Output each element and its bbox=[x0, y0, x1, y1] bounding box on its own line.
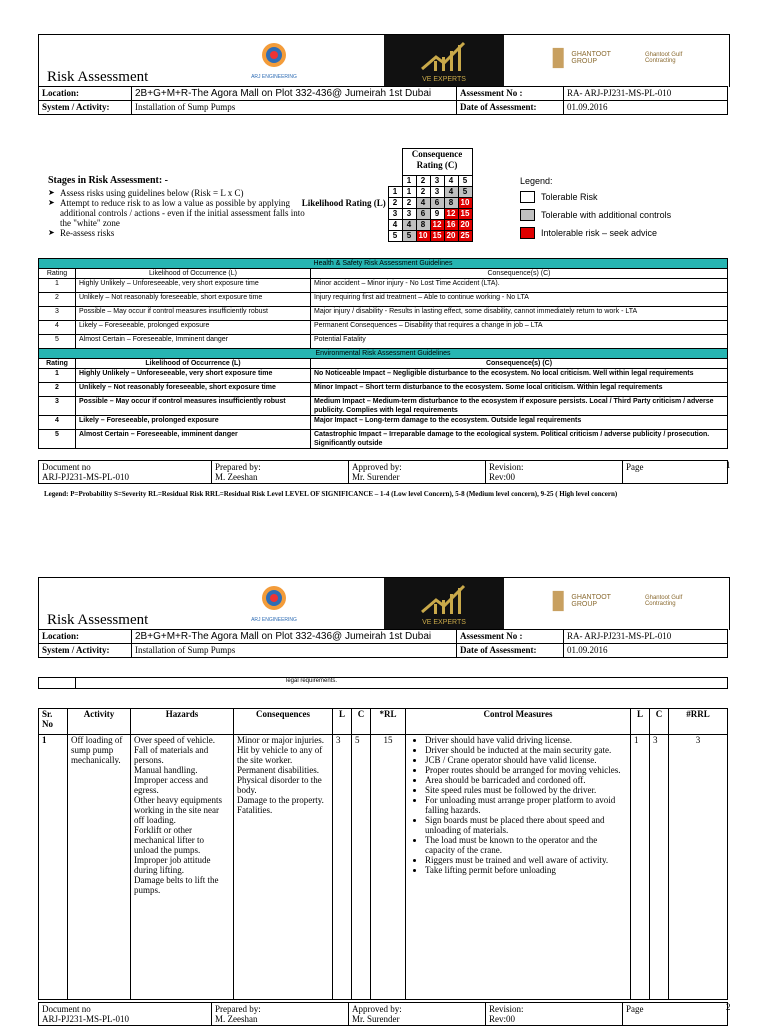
row-rl: 15 bbox=[371, 735, 406, 1000]
page2-strip bbox=[38, 677, 728, 689]
matrix-cell: 20 bbox=[444, 231, 458, 242]
assessment-no-value: RA- ARJ-PJ231-MS-PL-010 bbox=[564, 87, 728, 101]
system-label: System / Activity: bbox=[39, 644, 132, 658]
stage-item: ➤ Attempt to reduce risk to as low a value as possible by applying additional controls / actions - even if the initial assessment falls into the "white" zone bbox=[48, 198, 308, 228]
stage-item: ➤ Assess risks using guidelines below (Risk = L x C) bbox=[48, 188, 308, 198]
guideline-consequence: Major Impact – Long-term damage to the ecosystem. Outside legal requirements bbox=[311, 416, 728, 430]
matrix-cell: 12 bbox=[444, 209, 458, 220]
row-rrl: 3 bbox=[669, 735, 728, 1000]
page2-info-table bbox=[38, 629, 728, 658]
hs-guidelines-table bbox=[38, 258, 728, 449]
hs-h-consequence: Consequence(s) (C) bbox=[311, 269, 728, 279]
guideline-likelihood: Almost Certain – Foreseeable, Imminent danger bbox=[76, 335, 311, 349]
guideline-rating: 2 bbox=[39, 383, 76, 397]
matrix-col-header: 1 bbox=[402, 176, 416, 187]
matrix-col-header: 3 bbox=[430, 176, 444, 187]
guideline-rating: 5 bbox=[39, 430, 76, 449]
guideline-consequence: Minor accident – Minor injury - No Lost Time Accident (LTA). bbox=[311, 279, 728, 293]
approved-label: Approved by: bbox=[352, 462, 402, 472]
page-number-2: 2 bbox=[726, 1002, 731, 1012]
control-measure-item: • Driver should have valid driving license. bbox=[425, 735, 627, 745]
matrix-cell: 2 bbox=[402, 198, 416, 209]
date-value: 01.09.2016 bbox=[564, 644, 728, 658]
matrix-cell: 5 bbox=[458, 187, 472, 198]
matrix-row-header: 5 bbox=[388, 231, 402, 242]
arj-logo: ARJ ENGINEERING bbox=[229, 41, 319, 85]
matrix-cell: 10 bbox=[458, 198, 472, 209]
guideline-rating: 4 bbox=[39, 416, 76, 430]
matrix-cell: 16 bbox=[444, 220, 458, 231]
system-label: System / Activity: bbox=[39, 101, 132, 115]
guideline-row bbox=[39, 321, 728, 335]
approved-value: Mr. Surender bbox=[352, 1014, 400, 1024]
guideline-row bbox=[39, 383, 728, 397]
arj-logo-icon bbox=[259, 41, 289, 69]
page-number-1: 1 bbox=[726, 460, 731, 470]
matrix-cell: 8 bbox=[416, 220, 430, 231]
guideline-likelihood: Almost Certain – Foreseeable, imminent danger bbox=[76, 430, 311, 449]
doc-label: Document no bbox=[42, 1004, 91, 1014]
page1-header-logos bbox=[38, 34, 730, 87]
control-measure-item: • Sign boards must be placed there about speed and unloading of materials. bbox=[425, 815, 627, 835]
guideline-consequence: Catastrophic Impact – Irreparable damage to the ecological system. Political criticism / adverse publicity / prosecution. Significantly outside bbox=[311, 430, 728, 449]
guideline-consequence: Permanent Consequences – Disability that requires a change in job – LTA bbox=[311, 321, 728, 335]
guideline-row bbox=[39, 430, 728, 449]
row-sr: 1 bbox=[39, 735, 68, 1000]
page1-info-table bbox=[38, 86, 728, 115]
legend-intolerable: Intolerable risk – seek advice bbox=[541, 228, 658, 238]
legend-title: Legend: bbox=[520, 176, 553, 186]
assessment-no-label: Assessment No : bbox=[457, 87, 564, 101]
system-value: Installation of Sump Pumps bbox=[132, 644, 457, 658]
tolerable-swatch bbox=[520, 191, 535, 203]
stages-block bbox=[48, 176, 308, 238]
ve-chart-icon bbox=[384, 35, 504, 75]
ve-chart-icon bbox=[384, 578, 504, 618]
control-measure-item: • For unloading must arrange proper platform to avoid falling hazards. bbox=[425, 795, 627, 815]
control-measure-item: • Take lifting permit before unloading bbox=[425, 865, 627, 875]
guideline-row bbox=[39, 335, 728, 349]
control-measure-item: • Site speed rules must be followed by the driver. bbox=[425, 785, 627, 795]
location-value: 2B+G+M+R-The Agora Mall on Plot 332-436@ Jumeirah 1st Dubai bbox=[132, 87, 457, 101]
matrix-cell: 8 bbox=[444, 198, 458, 209]
env-h-likelihood: Likelihood of Occurrence (L) bbox=[76, 359, 311, 369]
guideline-row bbox=[39, 279, 728, 293]
matrix-row-header: 1 bbox=[388, 187, 402, 198]
page-title: Risk Assessment bbox=[47, 69, 149, 85]
matrix-col-header: 2 bbox=[416, 176, 430, 187]
matrix-cell: 10 bbox=[416, 231, 430, 242]
guideline-row bbox=[39, 397, 728, 416]
guideline-likelihood: Unlikely – Not reasonably foreseeable, short exposure time bbox=[76, 293, 311, 307]
date-label: Date of Assessment: bbox=[457, 644, 564, 658]
matrix-cell: 15 bbox=[430, 231, 444, 242]
control-measure-item: • Area should be barricaded and cordoned off. bbox=[425, 775, 627, 785]
guideline-consequence: Potential Fatality bbox=[311, 335, 728, 349]
column-header: Consequences bbox=[234, 709, 333, 735]
guideline-rating: 3 bbox=[39, 397, 76, 416]
guideline-consequence: Medium Impact – Medium-term disturbance to the ecosystem if exposure persists. Local / Third Party criticism / adverse publicity. Complies with legal requirements bbox=[311, 397, 728, 416]
page2-footer bbox=[38, 1002, 728, 1026]
guideline-row bbox=[39, 293, 728, 307]
approved-label: Approved by: bbox=[352, 1004, 402, 1014]
matrix-col-header: 4 bbox=[444, 176, 458, 187]
consequence-label: Consequence Rating (C) bbox=[402, 149, 472, 176]
legend-tolerable: Tolerable Risk bbox=[541, 192, 598, 202]
risk-legend bbox=[520, 176, 671, 242]
row-l: 3 bbox=[333, 735, 352, 1000]
column-header: #RRL bbox=[669, 709, 728, 735]
matrix-cell: 20 bbox=[458, 220, 472, 231]
matrix-cell: 3 bbox=[430, 187, 444, 198]
ghantoot-logo-2: GHANTOOT GROUP Ghantoot Gulf Contracting bbox=[549, 586, 709, 626]
doc-value: ARJ-PJ231-MS-PL-010 bbox=[42, 1014, 130, 1024]
guideline-rating: 1 bbox=[39, 369, 76, 383]
matrix-cell: 4 bbox=[416, 198, 430, 209]
env-title: Environmental Risk Assessment Guidelines bbox=[39, 349, 728, 359]
doc-label: Document no bbox=[42, 462, 91, 472]
intolerable-swatch bbox=[520, 227, 535, 239]
matrix-cell: 4 bbox=[444, 187, 458, 198]
control-measure-item: • Proper routes should be arranged for moving vehicles. bbox=[425, 765, 627, 775]
column-header: L bbox=[333, 709, 352, 735]
stages-heading: Stages in Risk Assessment: - bbox=[48, 175, 169, 186]
date-value: 01.09.2016 bbox=[564, 101, 728, 115]
stages-list bbox=[48, 188, 308, 238]
guideline-likelihood: Likely – Foreseeable, prolonged exposure bbox=[76, 416, 311, 430]
guideline-likelihood: Unlikely – Not reasonably foreseeable, short exposure time bbox=[76, 383, 311, 397]
column-header: C bbox=[650, 709, 669, 735]
system-value: Installation of Sump Pumps bbox=[132, 101, 457, 115]
date-label: Date of Assessment: bbox=[457, 101, 564, 115]
matrix-cell: 15 bbox=[458, 209, 472, 220]
guideline-likelihood: Highly Unlikely – Unforeseeable, very short exposure time bbox=[76, 369, 311, 383]
guideline-consequence: Major injury / disability - Results in lasting effect, some disability, cannot immediately return to work - LTA bbox=[311, 307, 728, 321]
hs-h-rating: Rating bbox=[39, 269, 76, 279]
column-header: Sr. No bbox=[39, 709, 68, 735]
location-label: Location: bbox=[39, 630, 132, 644]
location-label: Location: bbox=[39, 87, 132, 101]
matrix-cell: 9 bbox=[430, 209, 444, 220]
guideline-consequence: No Noticeable Impact – Negligible disturbance to the ecosystem. No local criticism. Well within legal requirements bbox=[311, 369, 728, 383]
guideline-consequence: Minor Impact – Short term disturbance to the ecosystem. Some local criticism. Within legal requirements bbox=[311, 383, 728, 397]
row-activity: Off loading of sump pump mechanically. bbox=[68, 735, 131, 1000]
arj-logo-icon bbox=[259, 584, 289, 612]
guideline-rating: 3 bbox=[39, 307, 76, 321]
ghantoot-emblem-icon bbox=[549, 43, 567, 73]
ghantoot-logo: GHANTOOT GROUP Ghantoot Gulf Contracting bbox=[549, 43, 709, 83]
row-control-measures bbox=[406, 735, 631, 1000]
control-measure-item: • The load must be known to the operator and the capacity of the crane. bbox=[425, 835, 627, 855]
guideline-row bbox=[39, 416, 728, 430]
revision-value: Rev:00 bbox=[489, 1014, 515, 1024]
prepared-value: M. Zeeshan bbox=[215, 1014, 258, 1024]
column-header: Control Measures bbox=[406, 709, 631, 735]
page-label: Page bbox=[626, 1004, 644, 1014]
assessment-no-label: Assessment No : bbox=[457, 630, 564, 644]
stage-item: ➤ Re-assess risks bbox=[48, 228, 308, 238]
matrix-cell: 1 bbox=[402, 187, 416, 198]
risk-assessment-table bbox=[38, 708, 728, 1000]
row-consequences: Minor or major injuries. Hit by vehicle to any of the site worker. Permanent disabilities. Physical disorder to the body. Damage to the property. Fatalities. bbox=[234, 735, 333, 1000]
column-header: Hazards bbox=[131, 709, 234, 735]
guideline-rating: 4 bbox=[39, 321, 76, 335]
row-hazards: Over speed of vehicle. Fall of materials and persons. Manual handling. Improper access and egress. Other heavy equipments working in the site near off loading. Forklift or other mechanical lifter to unload the pumps. Improper job attitude during lifting. Damage belts to lift the pumps. bbox=[131, 735, 234, 1000]
matrix-cell: 4 bbox=[402, 220, 416, 231]
env-h-consequence: Consequence(s) (C) bbox=[311, 359, 728, 369]
matrix-cell: 6 bbox=[430, 198, 444, 209]
guideline-likelihood: Likely – Foreseeable, prolonged exposure bbox=[76, 321, 311, 335]
guideline-rating: 2 bbox=[39, 293, 76, 307]
risk-matrix bbox=[300, 148, 473, 242]
controls-swatch bbox=[520, 209, 535, 221]
row-l2: 1 bbox=[631, 735, 650, 1000]
guideline-likelihood: Highly Unlikely – Unforeseeable, very short exposure time bbox=[76, 279, 311, 293]
matrix-cell: 2 bbox=[416, 187, 430, 198]
matrix-row-header: 2 bbox=[388, 198, 402, 209]
revision-label: Revision: bbox=[489, 1004, 524, 1014]
env-h-rating: Rating bbox=[39, 359, 76, 369]
guideline-likelihood: Possible – May occur if control measures insufficiently robust bbox=[76, 397, 311, 416]
matrix-cell: 12 bbox=[430, 220, 444, 231]
page1-footer bbox=[38, 460, 728, 484]
prepared-value: M. Zeeshan bbox=[215, 472, 258, 482]
approved-value: Mr. Surender bbox=[352, 472, 400, 482]
matrix-cell: 5 bbox=[402, 231, 416, 242]
matrix-row-header: 3 bbox=[388, 209, 402, 220]
ve-experts-logo: VE EXPERTS bbox=[384, 35, 504, 86]
guideline-likelihood: Possible – May occur if control measures insufficiently robust bbox=[76, 307, 311, 321]
legend-controls: Tolerable with additional controls bbox=[541, 210, 672, 220]
location-value: 2B+G+M+R-The Agora Mall on Plot 332-436@ Jumeirah 1st Dubai bbox=[132, 630, 457, 644]
column-header: C bbox=[352, 709, 371, 735]
matrix-cell: 6 bbox=[416, 209, 430, 220]
likelihood-label: Likelihood Rating (L) bbox=[301, 197, 386, 208]
row-c: 5 bbox=[352, 735, 371, 1000]
revision-label: Revision: bbox=[489, 462, 524, 472]
ghantoot-emblem-icon bbox=[549, 586, 567, 616]
significance-legend: Legend: P=Probability S=Severity RL=Residual Risk RRL=Residual Risk Level LEVEL OF SIGNIFICANCE – 1-4 (Low level Concern), 5-8 (Medium level concern), 9-25 ( High level concern) bbox=[44, 490, 618, 498]
matrix-col-header: 5 bbox=[458, 176, 472, 187]
hs-title: Health & Safety Risk Assessment Guidelines bbox=[39, 259, 728, 269]
matrix-row-header: 4 bbox=[388, 220, 402, 231]
page-label: Page bbox=[626, 462, 644, 472]
row-c2: 3 bbox=[650, 735, 669, 1000]
control-measure-item: • Riggers must be trained and well aware of activity. bbox=[425, 855, 627, 865]
column-header: *RL bbox=[371, 709, 406, 735]
page2-header-logos bbox=[38, 577, 730, 630]
matrix-cell: 25 bbox=[458, 231, 472, 242]
hs-h-likelihood: Likelihood of Occurrence (L) bbox=[76, 269, 311, 279]
matrix-cell: 3 bbox=[402, 209, 416, 220]
guideline-row bbox=[39, 369, 728, 383]
prepared-label: Prepared by: bbox=[215, 462, 261, 472]
page2-title: Risk Assessment bbox=[47, 612, 149, 628]
assessment-no-value: RA- ARJ-PJ231-MS-PL-010 bbox=[564, 630, 728, 644]
column-header: L bbox=[631, 709, 650, 735]
guideline-row bbox=[39, 307, 728, 321]
control-measure-item: • JCB / Crane operator should have valid license. bbox=[425, 755, 627, 765]
doc-value: ARJ-PJ231-MS-PL-010 bbox=[42, 472, 130, 482]
legal-req-text: legal requirements. bbox=[76, 678, 728, 689]
guideline-rating: 5 bbox=[39, 335, 76, 349]
arj-logo-2: ARJ ENGINEERING bbox=[229, 584, 319, 628]
ve-experts-logo-2: VE EXPERTS bbox=[384, 578, 504, 629]
prepared-label: Prepared by: bbox=[215, 1004, 261, 1014]
revision-value: Rev:00 bbox=[489, 472, 515, 482]
guideline-consequence: Injury requiring first aid treatment – Able to continue working - No LTA bbox=[311, 293, 728, 307]
control-measure-item: • Driver should be inducted at the main security gate. bbox=[425, 745, 627, 755]
guideline-rating: 1 bbox=[39, 279, 76, 293]
column-header: Activity bbox=[68, 709, 131, 735]
